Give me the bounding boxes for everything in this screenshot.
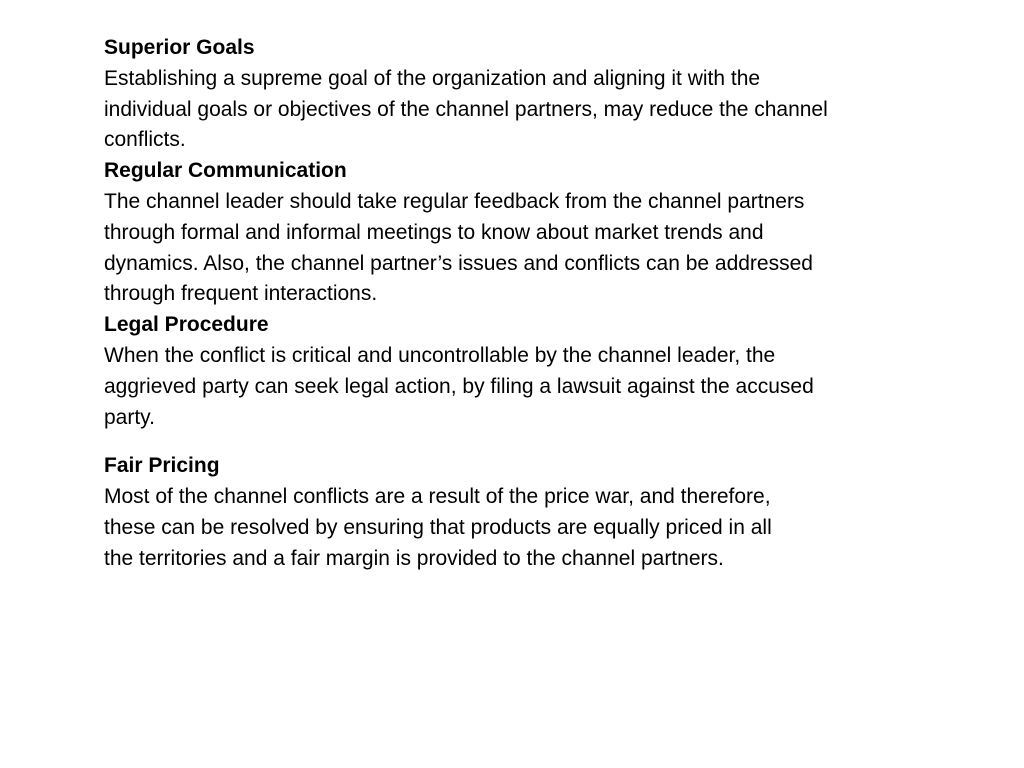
body-line: the territories and a fair margin is provided to the channel partners.: [104, 546, 724, 570]
slide-content: [104, 33, 924, 575]
body-line: conflicts.: [104, 128, 186, 152]
body-line: The channel leader should take regular feedback from the channel partners: [104, 189, 805, 213]
body-line: aggrieved party can seek legal action, by filing a lawsuit against the accused: [104, 374, 814, 398]
body-line: Most of the channel conflicts are a result of the price war, and therefore,: [104, 485, 771, 509]
body-line: through formal and informal meetings to know about market trends and: [104, 220, 764, 244]
body-line: these can be resolved by ensuring that products are equally priced in all: [104, 515, 772, 539]
section-superior-goals: [104, 33, 924, 156]
body-line: Establishing a supreme goal of the organization and aligning it with the: [104, 66, 761, 90]
body-line: party.: [104, 405, 155, 429]
body-line: through frequent interactions.: [104, 282, 378, 306]
section-regular-communication: [104, 156, 924, 310]
section-legal-procedure: [104, 310, 924, 433]
body-line: When the conflict is critical and uncontrollable by the channel leader, the: [104, 343, 776, 367]
section-heading: Regular Communication: [104, 159, 347, 183]
section-heading: Fair Pricing: [104, 454, 220, 478]
body-line: dynamics. Also, the channel partner’s issues and conflicts can be addressed: [104, 251, 813, 275]
section-fair-pricing: [104, 451, 924, 574]
section-heading: Legal Procedure: [104, 313, 269, 337]
section-heading: Superior Goals: [104, 36, 255, 59]
body-line: individual goals or objectives of the channel partners, may reduce the channel: [104, 97, 828, 121]
